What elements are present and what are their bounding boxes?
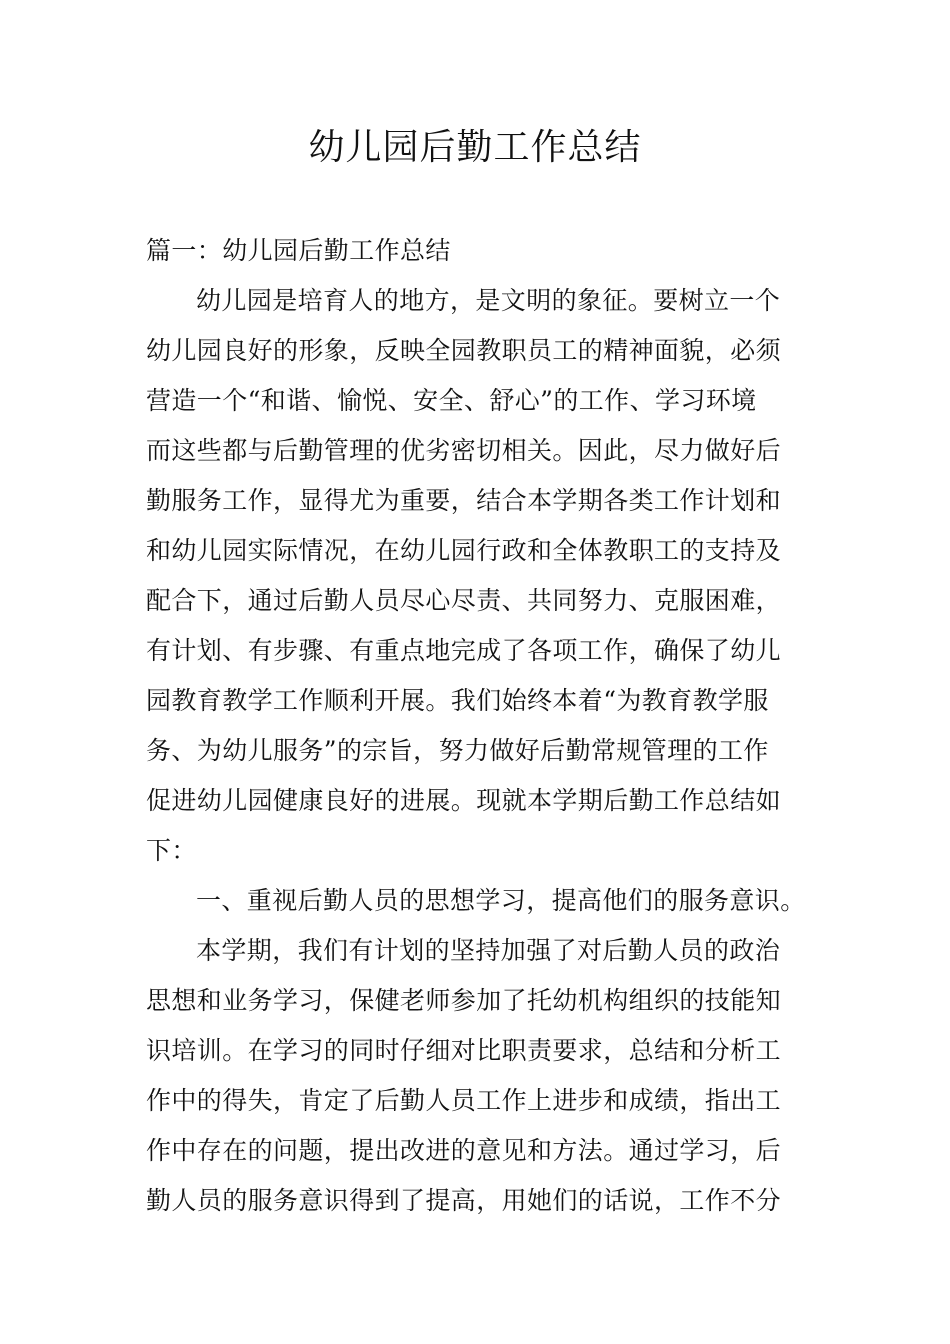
section-heading: 篇一：幼儿园后勤工作总结 [146,236,451,265]
paragraph-line: 作中的得失，肯定了后勤人员工作上进步和成绩，指出工 [146,1086,782,1115]
paragraph-line: 思想和业务学习，保健老师参加了托幼机构组织的技能知 [146,986,782,1015]
paragraph-line: 和幼儿园实际情况，在幼儿园行政和全体教职工的支持及 [146,536,782,565]
document-body [146,226,806,1226]
subheading-line: 一、重视后勤人员的思想学习，提高他们的服务意识。 [196,886,806,915]
paragraph-line: 本学期，我们有计划的坚持加强了对后勤人员的政治 [196,936,781,965]
paragraph-line: 营造一个“和谐、愉悦、安全、舒心”的工作、学习环境 [146,386,757,415]
paragraph-line: 勤服务工作，显得尤为重要，结合本学期各类工作计划和 [146,486,782,515]
paragraph-line: 下： [146,836,197,865]
paragraph-line: 勤人员的服务意识得到了提高，用她们的话说，工作不分 [146,1186,782,1215]
paragraph-line: 而这些都与后勤管理的优劣密切相关。因此，尽力做好后 [146,436,782,465]
paragraph-line: 幼儿园良好的形象，反映全园教职员工的精神面貌，必须 [146,336,782,365]
paragraph-line: 园教育教学工作顺利开展。我们始终本着“为教育教学服 [146,686,769,715]
document-title: 幼儿园后勤工作总结 [308,127,642,168]
paragraph-line: 有计划、有步骤、有重点地完成了各项工作，确保了幼儿 [146,636,782,665]
paragraph-line: 配合下，通过后勤人员尽心尽责、共同努力、克服困难， [146,586,782,615]
paragraph-line: 识培训。在学习的同时仔细对比职责要求，总结和分析工 [146,1036,782,1065]
paragraph-line: 促进幼儿园健康良好的进展。现就本学期后勤工作总结如 [146,786,782,815]
paragraph-line: 务、为幼儿服务”的宗旨，努力做好后勤常规管理的工作 [146,736,769,765]
paragraph-line: 幼儿园是培育人的地方，是文明的象征。要树立一个 [196,286,781,315]
paragraph-line: 作中存在的问题，提出改进的意见和方法。通过学习，后 [146,1136,782,1165]
